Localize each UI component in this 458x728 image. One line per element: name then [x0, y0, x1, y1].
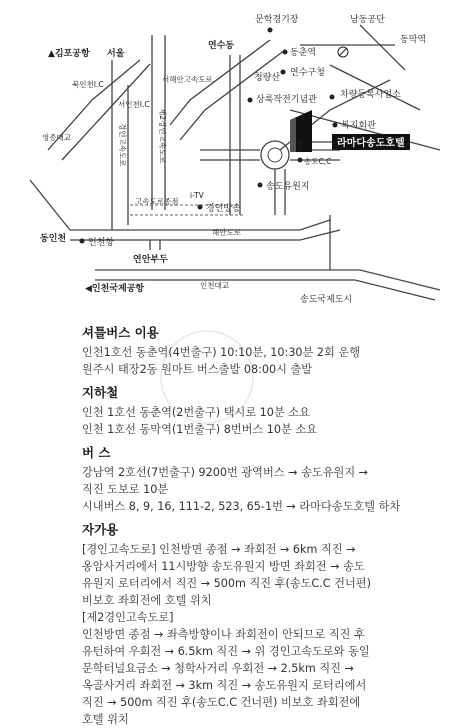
label-yeongjong-bridge: 영종대교	[42, 133, 71, 142]
location-map	[0, 0, 458, 312]
label-gimpo-airport: ▲김포공항	[48, 49, 90, 59]
section-title: 버 스	[82, 445, 111, 460]
label-incheon-port: 인천항	[88, 238, 115, 248]
label-yeonsu-dong: 연수동	[208, 41, 235, 51]
section-line: 인천 1호선 동막역(1번출구) 8번버스 10분 소요	[82, 423, 318, 436]
label-songdo-ic: 송도C,C	[304, 157, 332, 166]
section-subway	[82, 384, 450, 438]
section-line: 시내버스 8, 9, 16, 111-2, 523, 65-1번 → 라마다송도호텔 하차	[82, 500, 401, 513]
label-seohaean-expressway: 서해안고속도로	[162, 75, 213, 84]
label-incheon-airport: ◀인천국제공항	[85, 284, 145, 294]
label-expressway-end: 고속도로종점	[135, 197, 179, 206]
label-bukincheon-ic: 북인천I.C	[72, 80, 104, 89]
section-line: 원주시 태장2동 원마트 버스출발 08:00시 출발	[82, 363, 313, 376]
label-yeonsu-gu-office: 연수구청	[290, 68, 325, 78]
label-welfare-hall: 복지회관	[341, 121, 376, 131]
label-incheon-bridge: 인천대교	[200, 281, 229, 290]
section-line: 직진 → 500m 직진 후(송도C.C 건너편) 비보호 좌회전에	[82, 696, 361, 709]
section-car	[82, 521, 450, 728]
section-title: 셔틀버스 이용	[82, 325, 159, 340]
section-line: 옹암사거리에서 11시방향 송도유원지 방면 좌회전 → 송도	[82, 560, 365, 573]
section-line: [경인고속도로] 인천방면 종점 → 좌회전 → 6km 직진 →	[82, 543, 356, 556]
section-line: 인천1호선 동춘역(4번출구) 10:10분, 10:30분 2회 운행	[82, 346, 361, 359]
label-sangrok-tech: 상록작전기념관	[256, 95, 317, 105]
label-munhak-stadium: 문학경기장	[255, 15, 299, 25]
label-dongchun-station: 동춘역	[290, 48, 317, 58]
label-seoincheon-ic: 서인천I.C	[118, 100, 150, 109]
hotel-label-box	[312, 134, 410, 150]
label-dongincheon: 동인천	[40, 234, 67, 244]
label-cheongryangsan: 청량산	[254, 73, 281, 83]
label-vehicle-registry: 차량등록사업소	[340, 90, 401, 100]
label-itv-2: 경인방송	[206, 204, 241, 214]
label-second-gyeongin-expressway: 제2경인고속도로	[158, 108, 167, 164]
section-line: 비보호 좌회전에 호텔 위치	[82, 594, 212, 607]
section-line: 유원지 로터리에서 직진 → 500m 직진 후(송도C.C 건너편)	[82, 577, 371, 590]
label-seoul: 서울	[107, 49, 125, 59]
section-line: 호텔 위치	[82, 713, 129, 726]
section-line: [제2경인고속도로]	[82, 611, 174, 624]
section-line: 문학터널요금소 → 청학사거리 우회전 → 2.5km 직진 →	[82, 662, 354, 675]
hotel-building-icon	[290, 110, 312, 152]
label-haean-road: 해안도로	[212, 228, 241, 237]
label-songdo-intl-city: 송도국제도시	[300, 295, 353, 305]
section-title: 지하철	[82, 385, 119, 400]
section-shuttle	[82, 324, 450, 378]
section-line: 인천방면 종점 → 좌측방향이나 좌회전이 안되므로 직진 후	[82, 628, 365, 641]
label-namdong-gongdan: 남동공단	[350, 15, 385, 25]
directions-panel	[82, 318, 450, 728]
hotel-name-label: 라마다송도호텔	[337, 138, 405, 149]
label-yeonan-pier: 연안부두	[133, 255, 168, 265]
section-title: 자가용	[82, 522, 119, 537]
section-bus	[82, 444, 450, 515]
road-network	[30, 25, 440, 300]
label-songdo-amusement: 송도유원지	[266, 182, 310, 192]
section-line: 직진 도보로 10분	[82, 483, 169, 496]
section-line: 옥골사거리 좌회전 → 3km 직진 → 송도유원지 로터리에서	[82, 679, 367, 692]
section-line: 유턴하여 우회전 → 6.5km 직진 → 위 경인고속도로와 동일	[82, 645, 370, 658]
section-line: 강남역 2호선(7번출구) 9200번 광역버스 → 송도유원지 →	[82, 466, 369, 479]
label-gyeongin-expressway: 경인고속도로	[118, 123, 127, 167]
section-line: 인천 1호선 동춘역(2번출구) 택시로 10분 소요	[82, 406, 310, 419]
label-itv-1: i-TV	[190, 191, 204, 200]
label-dongmak-top: 동막역	[400, 35, 427, 45]
